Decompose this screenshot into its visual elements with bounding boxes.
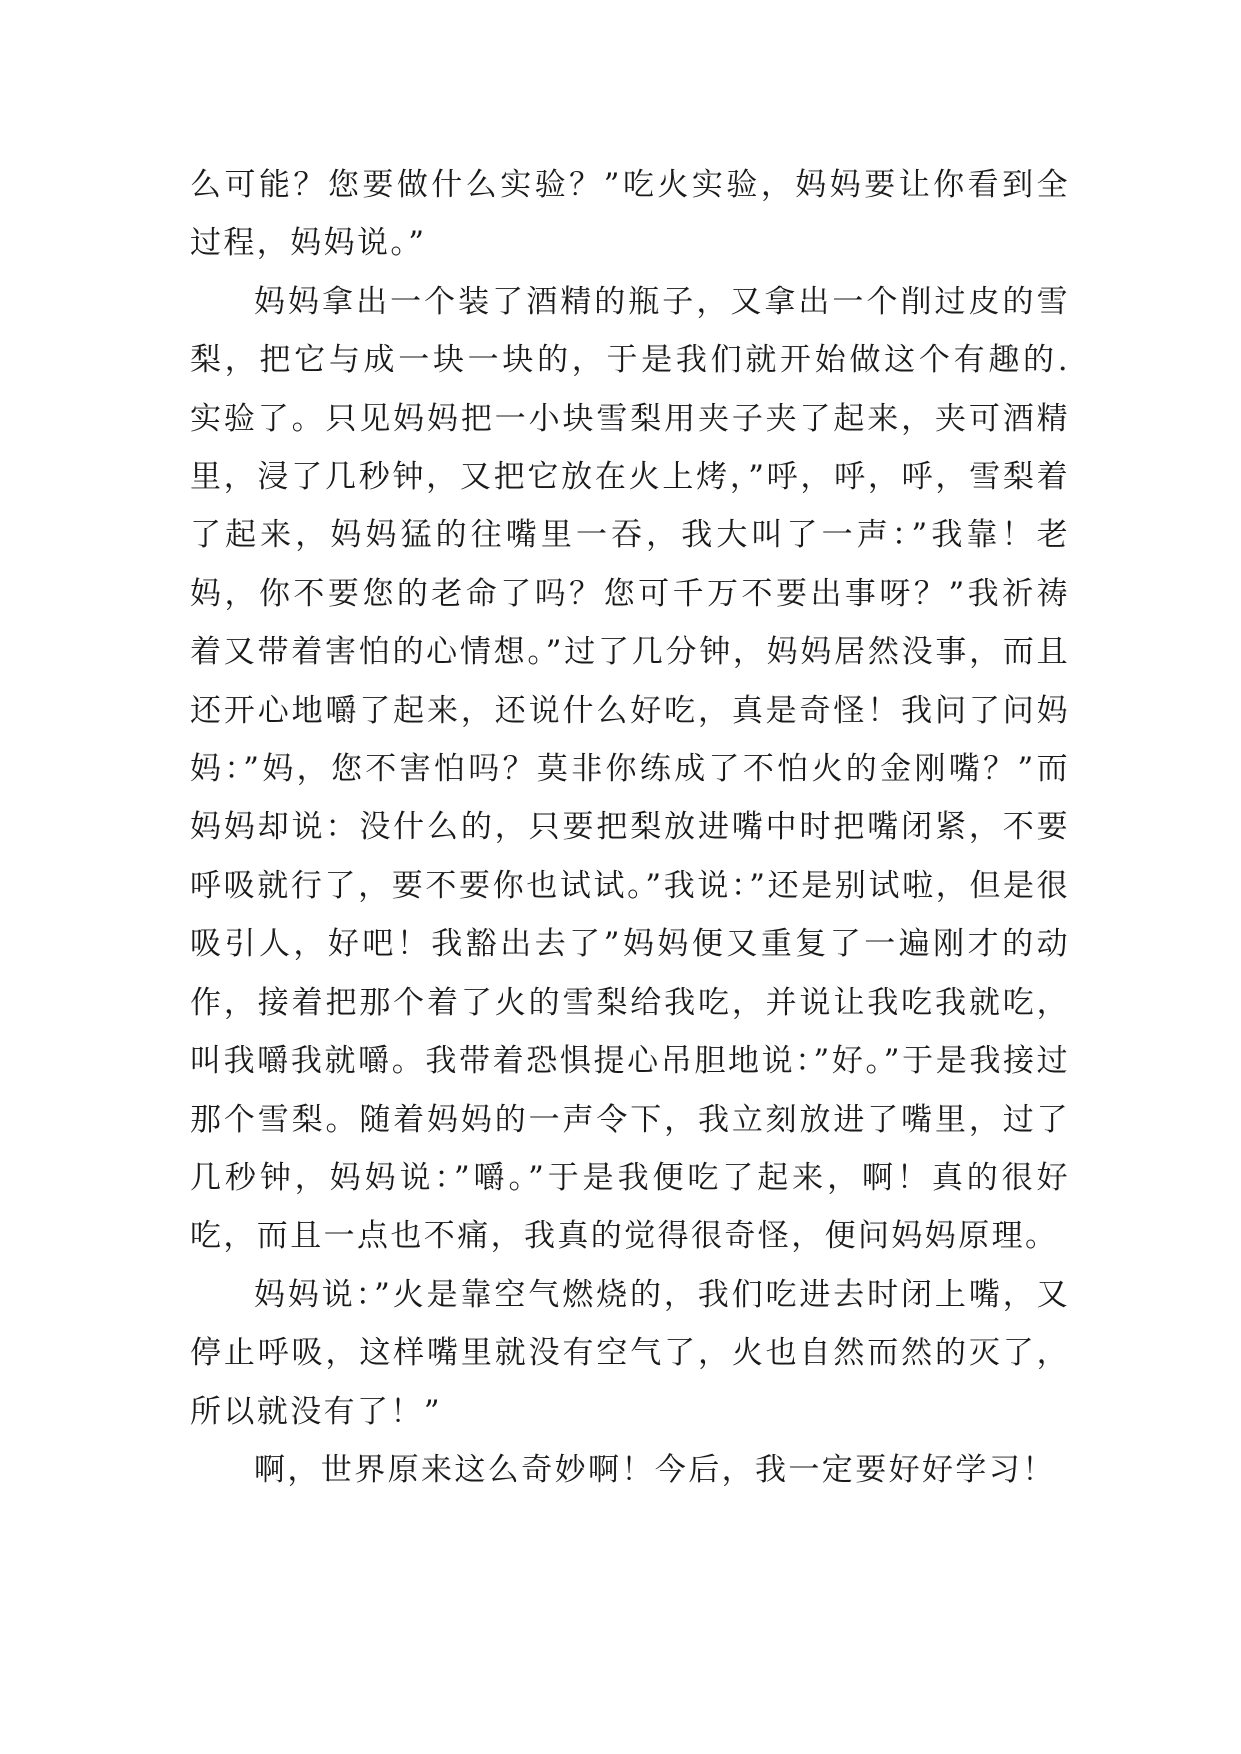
paragraph-conclusion: 啊，世界原来这么奇妙啊！今后，我一定要好好学习！ xyxy=(254,1451,1056,1488)
paragraph-experiment: 妈妈拿出一个装了酒精的瓶子，又拿出一个削过皮的雪梨，把它与成一块一块的，于是我们就开始做这个有趣的.实验了。只见妈妈把一小块雪梨用夹子夹了起来，夹可酒精里，浸了几秒钟，又把它放在火上烤，”呼，呼，呼，雪梨着了起来，妈妈猛的往嘴里一吞，我大叫了一声：”我靠！老妈，你不要您的老命了吗？您可千万不要出事呀？”我祈祷着又带着害怕的心情想。”过了几分钟，妈妈居然没事，而且还开心地嚼了起来，还说什么好吃，真是奇怪！我问了问妈妈：”妈，您不害怕吗？莫非你练成了不怕火的金刚嘴？”而妈妈却说：没什么的，只要把梨放进嘴中时把嘴闭紧，不要呼吸就行了，要不要你也试试。”我说：”还是别试啦，但是很吸引人，好吧！我豁出去了”妈妈便又重复了一遍刚才的动作，接着把那个着了火的雪梨给我吃，并说让我吃我就吃，叫我嚼我就嚼。我带着恐惧提心吊胆地说：”好。”于是我接过那个雪梨。随着妈妈的一声令下，我立刻放进了嘴里，过了几秒钟，妈妈说：”嚼。”于是我便吃了起来，啊！真的很好吃，而且一点也不痛，我真的觉得很奇怪，便问妈妈原理。 xyxy=(190,283,1070,1255)
paragraph-explanation: 妈妈说：”火是靠空气燃烧的，我们吃进去时闭上嘴，又停止呼吸，这样嘴里就没有空气了，火也自然而然的灭了，所以就没有了！” xyxy=(190,1276,1070,1430)
paragraph-continuation: 么可能？您要做什么实验？”吃火实验，妈妈要让你看到全过程，妈妈说。” xyxy=(190,167,1070,262)
body-text xyxy=(190,156,1070,1499)
